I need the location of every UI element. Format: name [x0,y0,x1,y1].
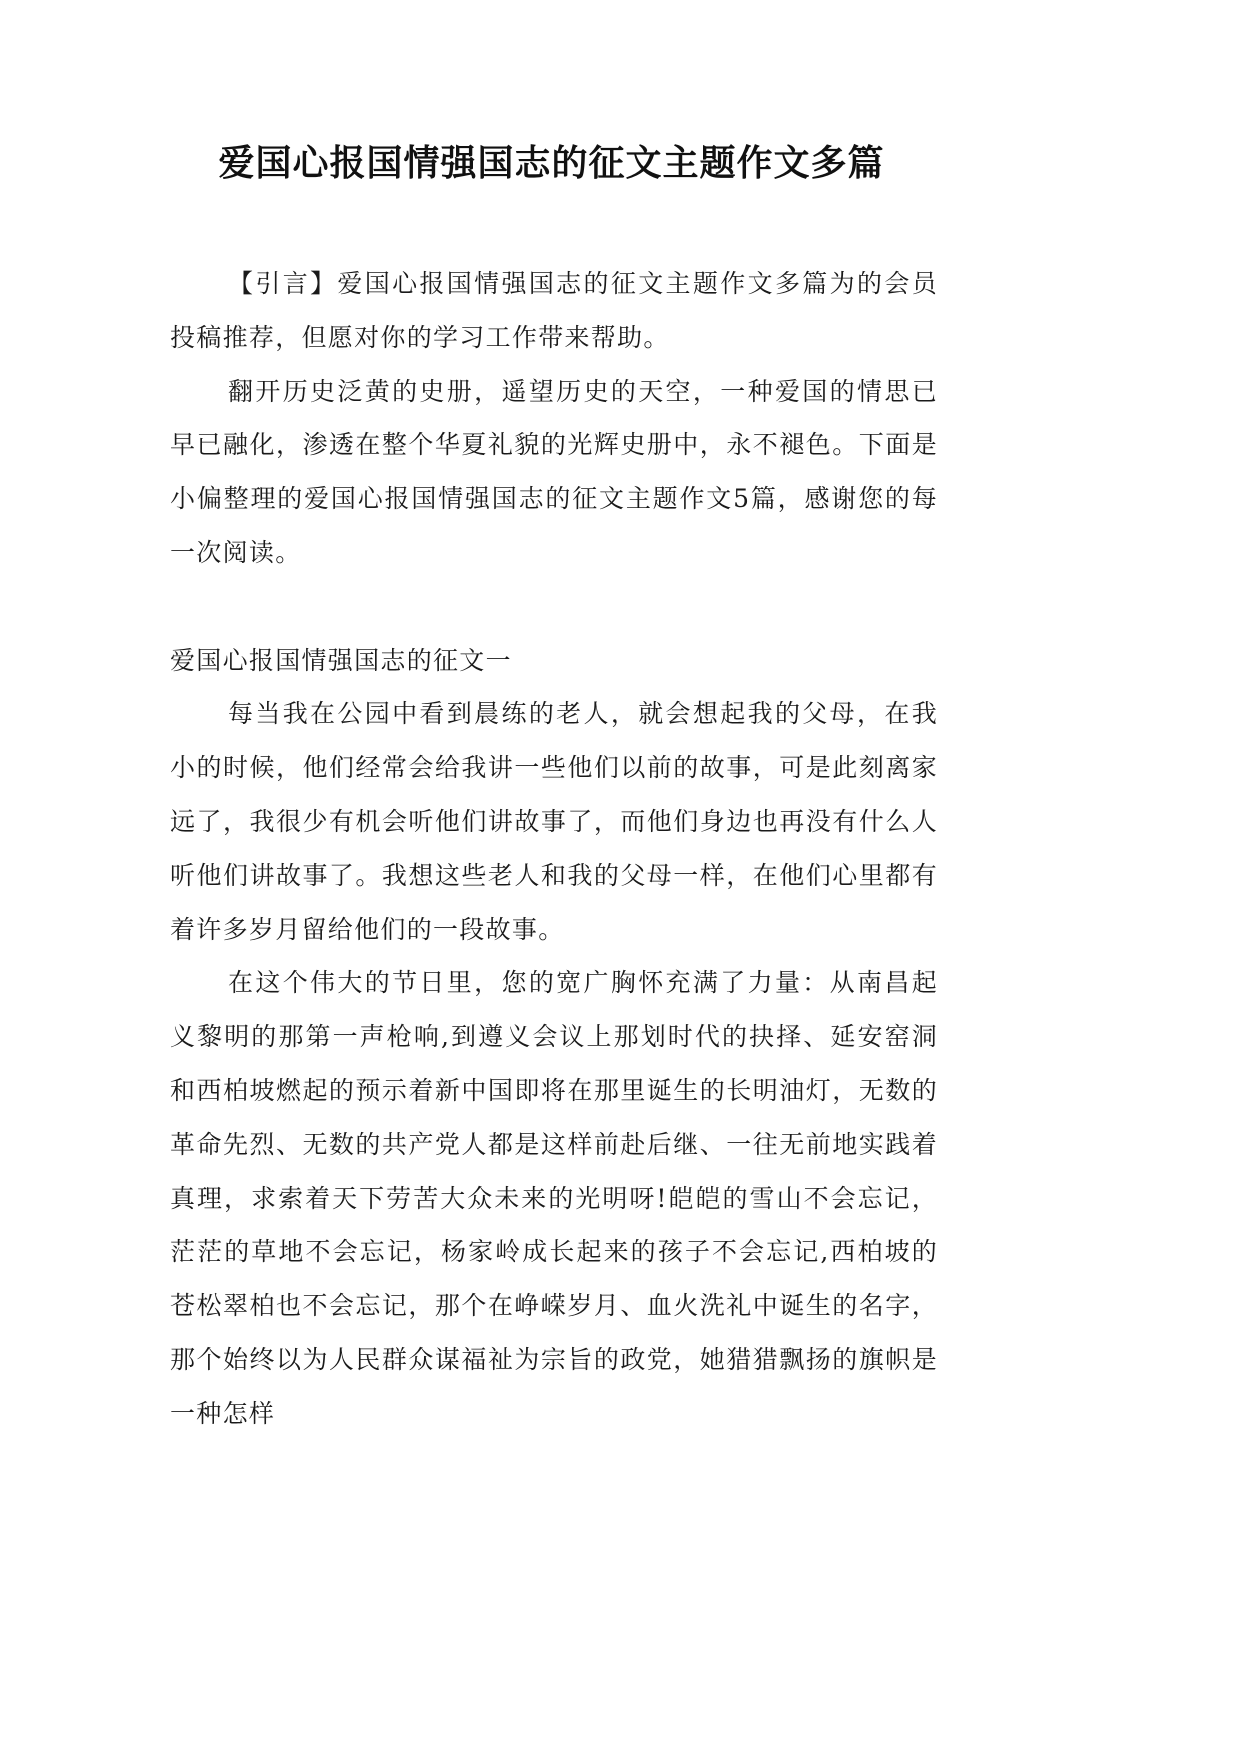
intro-paragraph: 翻开历史泛黄的史册，遥望历史的天空，一种爱国的情思已早已融化，渗透在整个华夏礼貌的光辉史册中，永不褪色。下面是小偏整理的爱国心报国情强国志的征文主题作文5篇，感谢您的每一次阅读。 [170,376,938,567]
section-paragraph: 在这个伟大的节日里，您的宽广胸怀充满了力量：从南昌起义黎明的那第一声枪响,到遵义会议上那划时代的抉择、延安窑洞和西柏坡燃起的预示着新中国即将在那里诞生的长明油灯，无数的革命先烈、无数的共产党人都是这样前赴后继、一往无前地实践着真理，求索着天下劳苦大众未来的光明呀!皑皑的雪山不会忘记，茫茫的草地不会忘记，杨家岭成长起来的孩子不会忘记,西柏坡的苍松翠柏也不会忘记，那个在峥嵘岁月、血火洗礼中诞生的名字，那个始终以为人民群众谋福祉为宗旨的政党，她猎猎飘扬的旗帜是一种怎样 [170,968,938,1428]
paragraph-spacer [170,580,938,634]
section-heading: 爱国心报国情强国志的征文一 [170,645,512,675]
section-paragraph: 每当我在公园中看到晨练的老人，就会想起我的父母，在我小的时候，他们经常会给我讲一些他们以前的故事，可是此刻离家远了，我很少有机会听他们讲故事了，而他们身边也再没有什么人听他们讲故事了。我想这些老人和我的父母一样，在他们心里都有着许多岁月留给他们的一段故事。 [170,699,938,944]
document-body [170,257,938,1441]
document-title: 爱国心报国情强国志的征文主题作文多篇 [218,143,885,184]
intro-paragraph: 【引言】爱国心报国情强国志的征文主题作文多篇为的会员投稿推荐，但愿对你的学习工作带来帮助。 [170,269,938,352]
